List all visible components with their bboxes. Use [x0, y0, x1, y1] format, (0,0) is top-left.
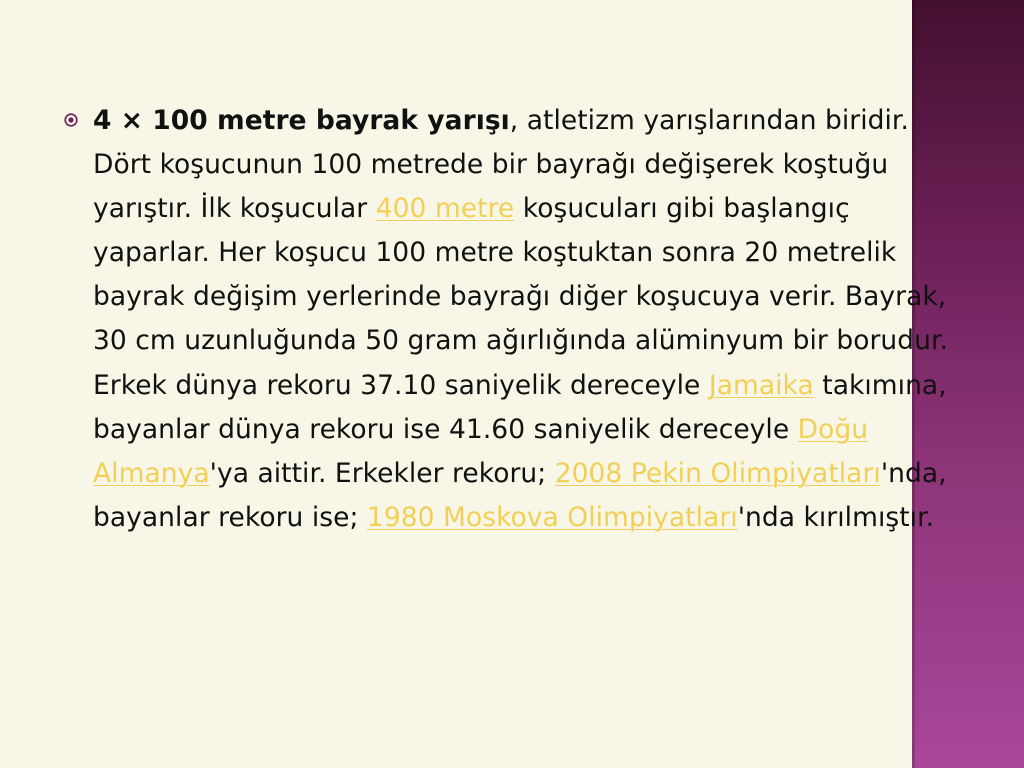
paragraph-text: 'ya aittir. Erkekler rekoru; [209, 457, 555, 489]
body-paragraph [93, 99, 953, 540]
link-1980-moskova-olimpiyatlari[interactable]: 1980 Moskova Olimpiyatları [366, 501, 738, 533]
bold-lead-text: 4 × 100 metre bayrak yarışı [93, 105, 510, 136]
paragraph-text: takımına, bayanlar dünya rekoru ise 41.60 saniyelik dereceyle [93, 369, 947, 445]
paragraph-text: , atletizm yarışlarından biridir. Dört koşucunun 100 metrede bir bayrağı değişerek koştuğu yarıştır. İlk koşucular [93, 105, 909, 225]
link-jamaika[interactable]: Jamaika [708, 369, 814, 401]
paragraph-text: 'nda kırılmıştır. [737, 501, 935, 533]
link-2008-pekin-olimpiyatlari[interactable]: 2008 Pekin Olimpiyatları [554, 457, 881, 489]
paragraph-text: 'nda, bayanlar rekoru ise; [93, 457, 947, 533]
link-dogu-almanya[interactable]: Doğu Almanya [93, 413, 869, 489]
circled-dot-bullet-icon [64, 112, 78, 126]
link-400-metre[interactable]: 400 metre [375, 193, 515, 225]
paragraph-text: koşucuları gibi başlangıç yaparlar. Her koşucu 100 metre koştuktan sonra 20 metrelik bayrak değişim yerlerinde bayrağı diğer koşucuya verir. Bayrak, 30 cm uzunluğunda 50 gram ağırlığında alüminyum bir borudur. Erkek dünya rekoru 37.10 saniyelik dereceyle [93, 193, 948, 401]
